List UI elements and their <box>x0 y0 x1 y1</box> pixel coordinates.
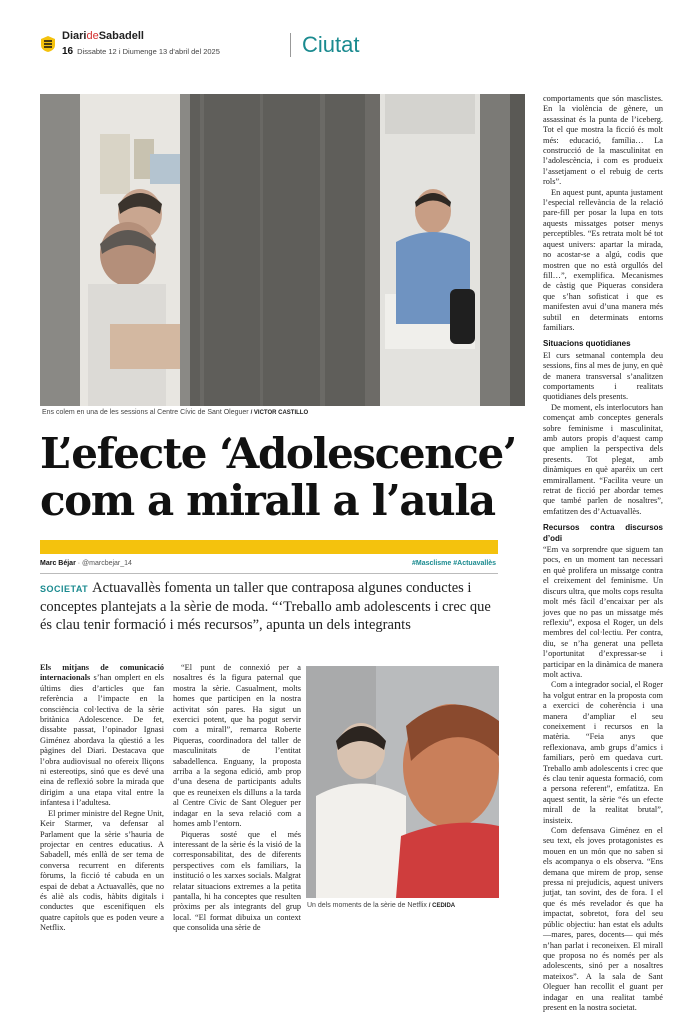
crosshead: Recursos contra discursos d’odi <box>543 523 663 543</box>
article-paragraph: Piqueras sosté que el més interessant de la sèrie és la visió de la corresponsabilitat, des de diferents perspectives com els familiars, la institució o les xarxes socials. Malgrat relatar situacions extremes a la petita pantalla, hi ha conceptes que resulten pròxims per als integrants del grup local. “El format dibuixa un context que consolida una sèrie de <box>173 829 301 933</box>
section-tag: SOCIETAT <box>40 584 89 594</box>
byline <box>40 560 132 567</box>
headline-line-2: com a mirall a l’aula <box>40 476 495 525</box>
byline-separator: · <box>75 560 83 567</box>
masthead-brand[interactable] <box>62 30 144 42</box>
subhead-rule <box>40 573 498 574</box>
headline <box>40 430 540 524</box>
subhead-text: Actuavallès fomenta un taller que contraposa algunes conductes i conceptes plantejats a la sèrie de moda. “‘Treballo amb adolescents i crec que és clau tenir formació i més recursos”, apunta un dels integrants <box>40 580 491 633</box>
article-paragraph: Com defensava Giménez en el seu text, els joves protagonistes es mouen en un món que no saben si els acompanya o els observa. “Ens demana que mirem de prop, sense pressa ni prejudicis, aquest univers jutjat, tan sovint, des de fora. I el que és més revelador és que ha impactat, sobretot, fora del seu públic objectiu: han estat els adults —mares, pares, docents— qui més n’han parlat i reconeixen. El mirall que proposa no és només per als adolescents, sinó per a nosaltres mateixos”. A la sala de Sant Oleguer han recollit el guant per indagar en una realitat també present en la nostra societat. <box>543 826 663 1012</box>
subheadline <box>40 579 500 634</box>
article-paragraph <box>40 663 164 809</box>
page-info <box>62 46 220 57</box>
crosshead: Situacions quotidianes <box>543 339 631 349</box>
caption-text: Un dels moments de la sèrie de Netflix <box>307 902 427 909</box>
author-handle[interactable]: @marcbejar_14 <box>82 560 132 567</box>
article-paragraph: comportaments que són masclistes. En la violència de gènere, un assassinat és la punta de l’iceberg. Tot el que mostra la ficció és molt més: educació, família… La construcció de la masculinitat en l’adolescència, i com es produeix l’assetjament o el rebuig de certs rols”. <box>543 94 663 187</box>
author-name: Marc Béjar <box>40 560 76 567</box>
caption-credit: / VICTOR CASTILLO <box>250 410 309 416</box>
article-paragraph: En aquest punt, apunta justament l’especial rellevància de la relació pare-fill per posar la lupa en tots aquests missatges potser menys perceptibles. “Es retrata molt bé tot aquest univers: apartar la mirada, no acostar-se a algú, codis que mostren que no està orgullós del fill…”, exemplifica. Mecanismes de càstig que Piqueras considera que s’han sofisticat i que es manifesten avui d’una manera més subtil en determinats entorns familiars. <box>543 187 663 332</box>
yellow-rule <box>40 540 498 554</box>
article-paragraph: Com a integrador social, el Roger ha volgut entrar en la proposta com a exercici de coherència i una manera d’ampliar el seu coneixement i recursos en la matèria. “Feia anys que reflexionava, amb grups d’amics i familiars, però em quedava curt. Treballo amb adolescents i crec que és clau tenir aquesta formació, com a persona referent”, emfatitza. En aquest sentit, la sèrie “és un efecte mirall de la realitat brutal”, insisteix. <box>543 680 663 825</box>
headline-line-1: L’efecte ‘Adolescence’ <box>40 429 516 478</box>
page-number: 16 <box>62 46 74 57</box>
main-photo <box>40 94 525 406</box>
article-paragraph: De moment, els interlocutors han començat amb conceptes generals sobre feminisme i masculinitat, amb autors propis d’aquest camp que amplien la perspectiva dels presents. Tot plegat, amb dinàmiques en què aparéix un cert emmirallament. “Facilita veure un retrat de ficció per abordar temes que també parlen de nosaltres”, emfatitzen des d’Actuavallès. <box>543 402 663 516</box>
article-column-1 <box>40 663 164 934</box>
hashtags[interactable]: #Masclisme #Actuavallès <box>412 560 497 567</box>
main-photo-caption <box>42 409 308 416</box>
header-divider <box>290 33 291 57</box>
article-column-2 <box>173 663 301 934</box>
article-paragraph: El curs setmanal contempla deu sessions, fins al mes de juny, en què de manera transversal s’analitzen comportaments i realitats quotidianes dels presents. <box>543 350 663 402</box>
article-paragraph: “Em va sorprendre que siguem tan pocs, en un moment tan necessari en què prolifera un missatge contra el creixement del feminisme. Un discurs ultra, que molts cops resulta molt més fàcil d’encaixar per als joves que no pas un missatge més reflexiu”, exposa el Roger, un dels membres del col·lectiu. Per contra, diu, se n’ha generat una pelleta l’oportunitat d’expressar-se i participar en la dinàmica de manera molt activa. <box>543 545 663 679</box>
lead-in: Els mitjans de comunicació internacionals <box>40 663 164 683</box>
series-still-photo <box>306 666 499 898</box>
article-paragraph: “El punt de connexió per a nosaltres és la figura paternal que mostra la sèrie. Casualment, molts homes que participen en la nostra activitat són pares. Ha sigut un exercici potent, que ha pogut servir com a mirall”, remarca Roberte Piqueras, coordinadora del taller de masculinitats de l’entitat sabadellenca. Enguany, la proposta arriba a la segona edició, amb prop d’una desena de participants adults que es reuneixen els dilluns a la tarda al Centre Cívic de Sant Oleguer per indagar en la seva relació com a homes amb l’entorn. <box>173 663 301 829</box>
series-still-illustration <box>306 666 499 898</box>
shield-logo-icon <box>40 36 56 52</box>
meeting-room-illustration <box>40 94 525 406</box>
paragraph-text: s’han omplert en els últims dies d’articles que fan referència a l’impacte en la consciència col·lectiva de la sèrie britànica Adolescence. De fet, dissabte passat, l’opinador Ignasi Giménez abordava la qüestió a les pàgines del Diari. Destacava que l’obra audiovisual no ofereix lliçons ni estereotips, sinó que es devé una eina de reflexió sobre la mirada que dirigim a una etapa vital entre la infantesa i l’adultesa. <box>40 673 164 808</box>
brand-de: de <box>86 30 99 42</box>
caption-credit: / CEDIDA <box>428 903 456 909</box>
section-title: Ciutat <box>302 32 360 57</box>
issue-date: Dissabte 12 i Diumenge 13 d'abril del 2025 <box>77 47 220 56</box>
brand-main: Diari <box>62 30 87 42</box>
series-photo-caption <box>307 902 455 909</box>
caption-text: Ens colem en una de les sessions al Centre Cívic de Sant Oleguer <box>42 409 249 416</box>
article-column-3 <box>543 94 663 1013</box>
article-paragraph: El primer ministre del Regne Unit, Keir Starmer, va defensar al Parlament que la sèrie s’hauria de projectar en centres educatius. A Sabadell, més enllà de ser tema de conversa recurrent en diferents fòrums, la ficció té cabuda en un espai de debat a Actuavallès, que no és aliè als codis, hàbits digitals i conductes que escenifiquen els quatre capítols que es poden veure a Netflix. <box>40 808 164 933</box>
brand-city: Sabadell <box>98 30 144 42</box>
